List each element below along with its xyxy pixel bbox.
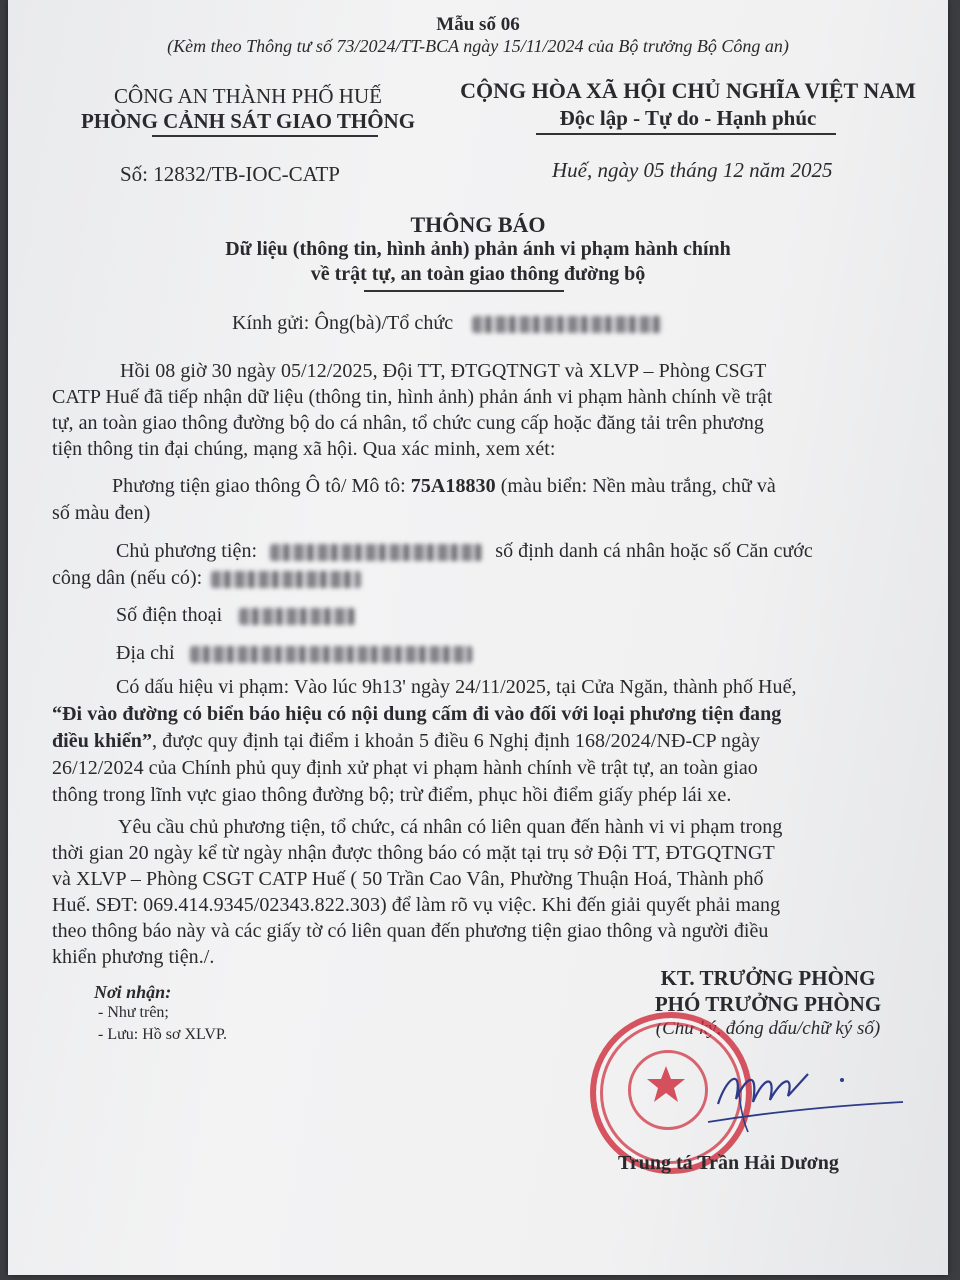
address-line [116,642,472,665]
request-line-3: và XLVP – Phòng CSGT CATP Huế ( 50 Trần Cao Vân, Phường Thuận Hoá, Thành phố [52,868,764,890]
signature-title-2: PHÓ TRƯỞNG PHÒNG [654,992,882,1016]
plate-description: (màu biển: Nền màu trắng, chữ và [500,475,776,497]
intro-line-4: tiện thông tin đại chúng, mạng xã hội. Qua xác minh, xem xét: [52,438,556,460]
violation-line-3: 26/12/2024 của Chính phủ quy định xử phạt vi phạm hành chính về trật tự, an toàn giao [52,757,758,779]
form-attachment: (Kèm theo Thông tư số 73/2024/TT-BCA ngày 15/11/2024 của Bộ trưởng Bộ Công an) [167,36,789,56]
request-line-2: thời gian 20 ngày kể từ ngày nhận được thông báo có mặt tại trụ sở Đội TT, ĐTGQTNGT [52,842,775,864]
recipients-title: Nơi nhận: [94,982,172,1002]
document-page [8,0,948,1275]
agency-underline [152,135,378,137]
owner-line [116,540,813,563]
recipient-line [232,312,662,335]
redacted-phone [239,608,355,625]
vehicle-line [112,475,776,498]
motto: Độc lập - Tự do - Hạnh phúc [559,106,817,130]
id-label: số định danh cá nhân hoặc số Căn cước [495,540,813,562]
intro-line-1: Hồi 08 giờ 30 ngày 05/12/2025, Đội TT, ĐTGQTNGT và XLVP – Phòng CSGT [120,360,767,382]
owner-label: Chủ phương tiện: [116,540,258,562]
form-number: Mẫu số 06 [436,14,520,35]
document-subtitle-1: Dữ liệu (thông tin, hình ảnh) phản ánh vi phạm hành chính [225,238,731,260]
vehicle-label: Phương tiện giao thông Ô tô/ Mô tô: [112,475,406,497]
redacted-recipient [472,316,662,333]
seal-star-icon [646,1064,686,1104]
id-label-cont: công dân (nếu có): [52,567,203,589]
violation-description-end: điều khiển” [52,730,153,752]
redacted-owner-name [270,544,482,561]
plate-description-cont: số màu đen) [52,502,151,524]
request-line-4: Huế. SĐT: 069.414.9345/02343.822.303) để làm rõ vụ việc. Khi đến giải quyết phải mang [52,894,781,916]
agency-parent: CÔNG AN THÀNH PHỐ HUẾ [114,84,382,108]
place-date: Huế, ngày 05 tháng 12 năm 2025 [552,158,833,182]
request-line-1: Yêu cầu chủ phương tiện, tổ chức, cá nhân có liên quan đến hành vi vi phạm trong [118,816,783,838]
violation-line-4: thông trong lĩnh vực giao thông đường bộ; trừ điểm, phục hồi điểm giấy phép lái xe. [52,784,732,806]
recipient-item-1: - Như trên; [98,1004,169,1021]
document-subtitle-2: về trật tự, an toàn giao thông đường bộ [310,263,646,285]
id-line [52,567,361,590]
intro-line-2: CATP Huế đã tiếp nhận dữ liệu (thông tin, hình ảnh) phản ánh vi phạm hành chính về trật [52,386,773,408]
signature-title-1: KT. TRƯỞNG PHÒNG [660,966,876,990]
agency-name: PHÒNG CẢNH SÁT GIAO THÔNG [80,109,416,133]
intro-line-3: tự, an toàn giao thông đường bộ do cá nhân, tổ chức cung cấp hoặc đăng tải trên phương [52,412,764,434]
violation-lead: Có dấu hiệu vi phạm: Vào lúc 9h13' ngày 24/11/2025, tại Cửa Ngăn, thành phố Huế, [116,676,797,698]
recipient-item-2: - Lưu: Hồ sơ XLVP. [98,1026,227,1043]
violation-legal-basis: , được quy định tại điểm i khoản 5 điều 6 Nghị định 168/2024/NĐ-CP ngày [152,730,761,752]
redacted-id-number [211,571,361,588]
redacted-address [190,646,472,663]
title-underline [364,290,564,292]
address-label: Địa chỉ [116,642,175,664]
document-number: Số: 12832/TB-IOC-CATP [120,162,340,186]
signature-note: (Chữ ký, đóng dấu/chữ ký số) [655,1018,881,1039]
phone-line [116,604,355,627]
violation-line-2 [52,730,760,753]
violation-description: “Đi vào đường có biển báo hiệu có nội dung cấm đi vào đối với loại phương tiện đang [52,703,782,725]
motto-underline [536,133,836,135]
country-name: CỘNG HÒA XÃ HỘI CHỦ NGHĨA VIỆT NAM [460,78,916,103]
request-line-6: khiển phương tiện./. [52,946,215,968]
document-title: THÔNG BÁO [410,212,546,237]
request-line-5: theo thông báo này và các giấy tờ có liên quan đến phương tiện giao thông và người điều [52,920,769,942]
phone-label: Số điện thoại [116,604,223,626]
license-plate: 75A18830 [410,475,496,497]
recipient-label: Kính gửi: Ông(bà)/Tổ chức [232,312,454,334]
signer-name: Trung tá Trần Hải Dương [618,1152,839,1174]
handwritten-signature [698,1044,908,1144]
